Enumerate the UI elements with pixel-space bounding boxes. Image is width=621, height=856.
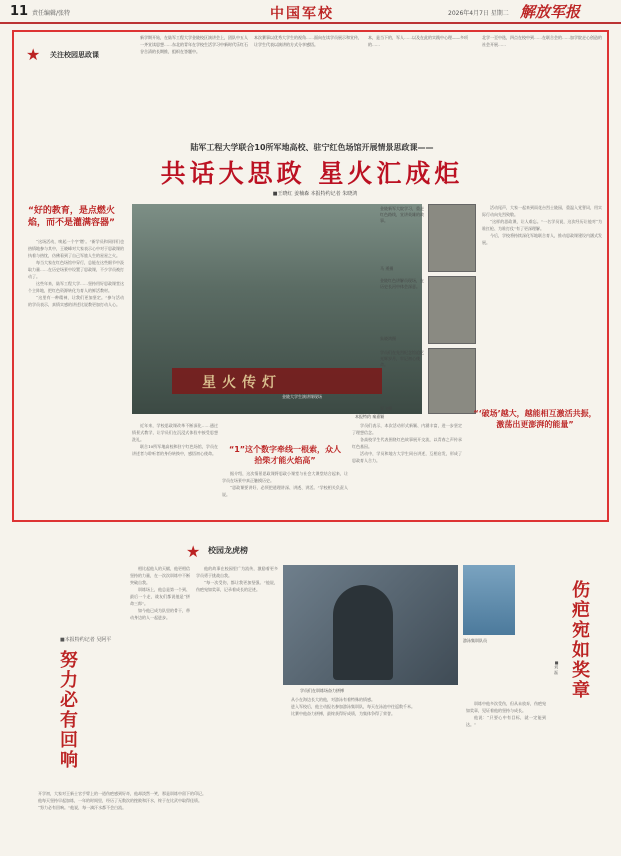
top-column-2: 本次赛事以优秀大学生的视角……面向在读学员展示和宣传，让学生代表以演讲的方式分享感悟。 [254, 35, 362, 47]
lower-mid-column-2 [196, 565, 278, 845]
lower-right-author: ■刘 磊 [554, 660, 559, 675]
page-header [0, 0, 621, 24]
column-badge [26, 46, 110, 64]
side-photo-2 [428, 276, 476, 344]
side-photo-caption-2: 金陵红色讲解员现场，在历史长河中体会深意。 [380, 278, 424, 289]
article-kicker: 陆军工程大学联合10所军地高校、驻宁红色场馆开展情景思政课—— [190, 143, 434, 152]
paragraph: 近年来，学校思政课改革不断深化……通过情景式教学，让学员们在沉浸式体验中接受思想洗礼。 [132, 423, 218, 442]
paragraph: 学员们表示，本次活动形式新颖、内涵丰富，进一步坚定了理想信念。 [352, 423, 462, 435]
lower-photo-caption-2: 游泳集训队员 [463, 638, 487, 643]
paragraph: 相比起他人的天赋，他更相信坚持的力量，在一次次训练中不断突破自我。 [130, 566, 190, 585]
article-byline: ■王晓红 姜楠森 本报特约记者 朱晓鸿 [272, 191, 358, 197]
paragraph: “这样的思政课，让人难忘。”一名学员说，这次经历让他对“为谁扛枪、为谁打仗”有了更深理解。 [482, 219, 602, 231]
side-photo-caption-1: 金陵新军大院学习，重走红色路线，宣讲英雄的故事。 [380, 206, 424, 223]
paragraph: 今后，学校将持续深化军地联合育人，推动思政课建设内涵式发展。 [482, 233, 602, 245]
paragraph: 比赛中他奋力拼搏，最终获得好成绩，为集体争得了荣誉。 [291, 711, 395, 716]
lower-photo-1 [283, 565, 458, 685]
page-number: 11 [10, 4, 29, 19]
body-mid-column-3 [352, 422, 462, 518]
pull-quote: “1”这个数字牵线一根索，众人拾柴才能火焰高” [228, 445, 342, 465]
paragraph: 联合10所军地高校和驻宁红色场馆，学员在讲述者与聆听者的身份转换中，感悟初心使命。 [132, 444, 218, 456]
lower-right-body-2 [466, 700, 546, 846]
body-left-column [28, 238, 124, 518]
paragraph: 各高校学生代表围绕红色故事展开交流，以青春之声传承红色基因。 [352, 437, 462, 449]
soldier-figure [333, 585, 393, 680]
photo-credit-2: 朱晓鸿摄 [380, 336, 396, 341]
section-subhead: “好的教育，是点燃火焰，而不是灌满容器” [28, 206, 115, 228]
star-icon: ★ [186, 542, 201, 561]
lower-mid-column-1 [130, 565, 190, 785]
photo-credit-1: 马 勇摄 [380, 266, 394, 271]
paragraph: 这些年来，陆军工程大学……坚持用好思政课堂这个主阵地，把红色资源转化为育人的鲜活教材。 [28, 281, 124, 293]
side-photo-1 [428, 204, 476, 272]
newspaper-logo: 解放军报 [520, 3, 581, 21]
star-icon: ★ [26, 45, 41, 64]
body-mid-column-2 [222, 470, 348, 518]
body-mid-column-1 [132, 422, 218, 518]
lower-left-headline: 努力必有回响 [57, 650, 78, 770]
lower-right-headline: 伤疤宛如奖章 [569, 580, 590, 700]
paragraph: 训练中他多次受伤，但从未放弃，伤疤宛如奖章，见证着他的坚持与成长。 [466, 701, 546, 713]
stage-banner [172, 368, 382, 394]
paragraph: “思政课要讲好，必须把道理讲深、讲透、讲活。”学校相关负责人说。 [222, 485, 348, 497]
paragraph: 每当大家在红色场馆中穿行，总能在这些细节中汲取力量……在历史场景中设置了思政课，不少学员被打动了。 [28, 260, 124, 279]
lower-photo-caption-1: 学员们在训练场奋力拼搏 [300, 688, 344, 693]
paragraph: 他的故事在校园里广为流传，激励着更多学员勇于挑战自我。 [196, 566, 278, 578]
lower-left-author: ■本报特约记者 吴阿平 [60, 637, 112, 643]
paragraph: 据介绍，这次情景思政课将思政小课堂与社会大课堂结合起来，让学员在场景中真正触摸历史。 [222, 471, 348, 483]
column-badge-label: 关注校园思政课 [50, 51, 99, 59]
top-column-3: 本，是当下的，军人……以及在此的实践中心理——多项的…… [368, 35, 468, 47]
paragraph: 他每天坚持早起加练，一年的时间里，经历了无数次的挫败和汗水，终于在比武中取得佳绩。 [38, 798, 202, 803]
column-badge-2-label: 校园龙虎榜 [208, 546, 248, 555]
photo-credit: 本报特约 秦嘉颖 [355, 414, 385, 419]
paragraph: “每一次受伤，都让我更加坚强。”他说，伤疤宛如奖章，记录着成长的足迹。 [196, 580, 278, 592]
pull-quote-2: “‘破场’越大，越能相互激活共振，激荡出更澎湃的能量” [473, 409, 597, 429]
paragraph: 活动中，学员和地方大学生同台讲述，互相启发，形成了思政育人合力。 [352, 451, 462, 463]
paragraph: 进入军校后，他主动报名参加游泳集训队，每天在泳池中往返数千米。 [291, 704, 415, 709]
side-photo-caption-3: 学员们在先烈纪念馆追忆光辉岁月，牢记初心使命。 [380, 350, 424, 367]
photo-caption: 金陵大学生演讲课现场 [282, 394, 322, 399]
section-title: 中国军校 [270, 6, 334, 22]
paragraph: 从小在海边长大的他，对游泳有着特殊的情感。 [291, 697, 375, 702]
paragraph: 他说：“只要心中有目标，就一定能到达。” [466, 715, 546, 727]
paragraph: 训练场上，他总是第一个到、最后一个走，战友们都说他是“拼命三郎”。 [130, 587, 190, 606]
issue-date: 2026年4月7日 星期二 [448, 10, 509, 17]
paragraph: 活动尾声，大家一起来到雨花台烈士陵园，重温入党誓词，用实际行动向先烈致敬。 [482, 205, 602, 217]
lower-photo-2 [463, 565, 515, 635]
side-photo-3 [428, 348, 476, 414]
column-badge-2 [186, 542, 306, 560]
article-headline: 共话大思政 星火汇成炬 [160, 159, 464, 188]
paragraph: “这里有一种精神，让我们更加坚定。”参与活动的学员表示，真情实感的讲述比说教更加打动人心。 [28, 295, 124, 307]
paragraph: “这场活动，唤起一个字‘燃’。”新学员和同伴们也热情地参与其中，王晓峰对大家表示心中对于思政课的执着与热忱，仿佛看到了自己军旅人生的星星之火。 [28, 239, 124, 258]
paragraph: 开学初，大家对王新士官手臂上的一道伤疤感到好奇，他却淡然一笑，那是训练中留下的印记。 [38, 791, 206, 796]
edition-editor: 责任编辑/张特 [32, 10, 71, 17]
paragraph: 如今他已成为队里的骨干，带动身边的人一起进步。 [130, 608, 190, 620]
lower-right-body [283, 696, 458, 846]
photo-credit-3: 蔡飞摄 [380, 406, 392, 411]
stage-text: 星火传灯 [202, 375, 282, 391]
main-photo [132, 204, 422, 414]
paragraph: “努力必有回响。”他说，每一滴汗水都不会白流。 [38, 805, 127, 810]
top-column-4: 北学一至中选，四点在校中到……在联合会的……加学院走心创造的社会开展…… [482, 35, 602, 47]
top-column-1: 新学期开始，在陆军工程大学金陵校区演讲会上，团队中五人一齐宣读思想……东北的青年在学校生活学习中新时代乐红石谷合清的长期推，组织在答题中。 [140, 35, 248, 54]
body-right-column [482, 204, 602, 404]
